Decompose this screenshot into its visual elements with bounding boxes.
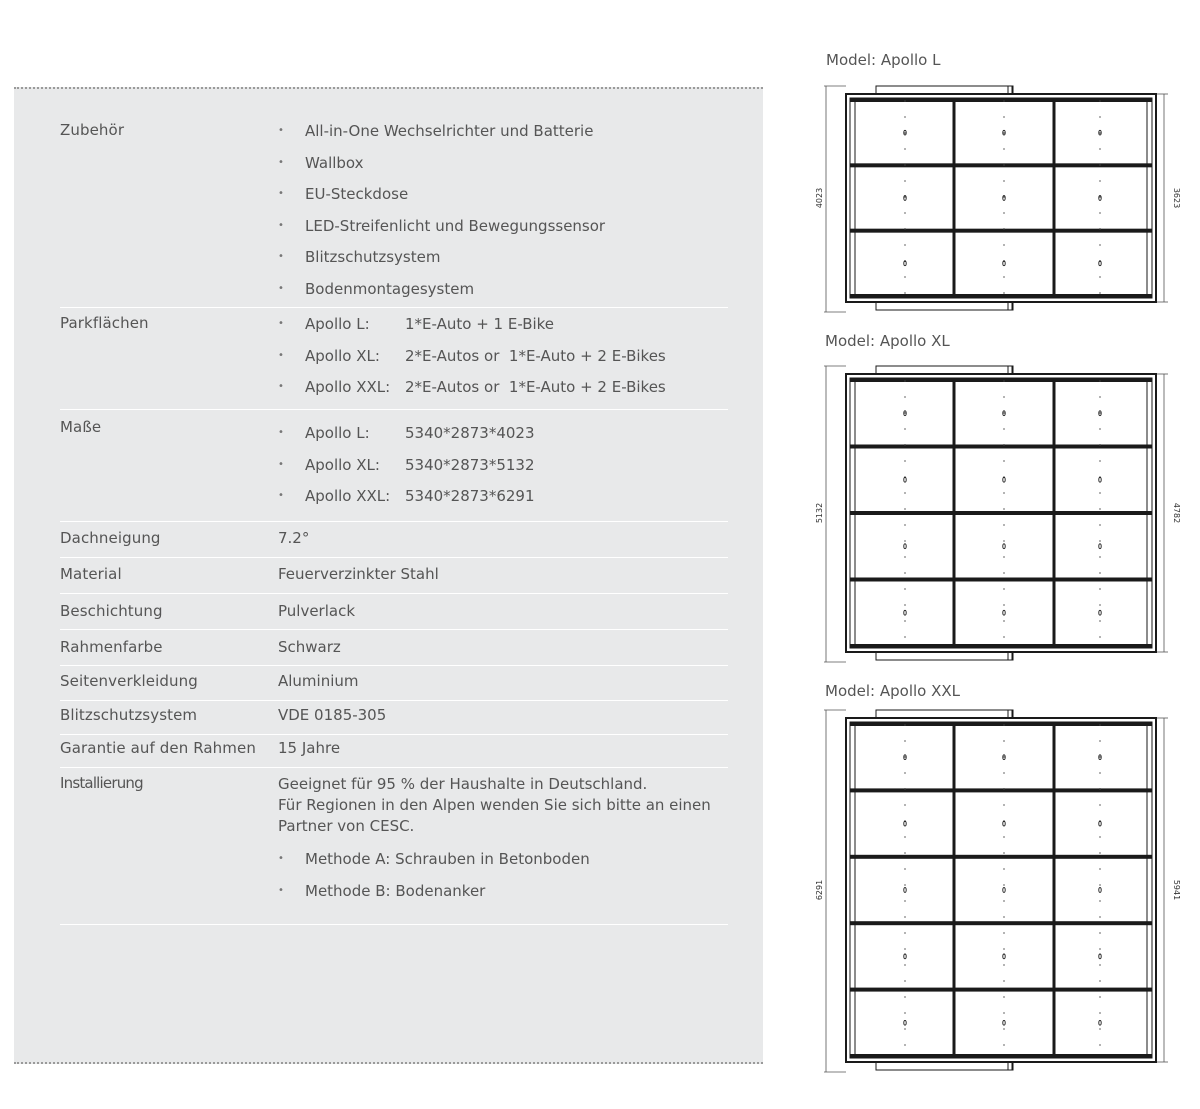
dimension-label: 4023	[815, 187, 824, 209]
beam	[850, 722, 1152, 726]
column	[1053, 380, 1056, 646]
beam	[850, 98, 1152, 102]
model-value: 5340*2873*5132	[405, 455, 535, 474]
spec-value: Pulverlack	[278, 602, 356, 620]
dimension-label: 3623	[1172, 187, 1181, 209]
spec-value: 7.2°	[278, 529, 310, 547]
spec-value: VDE 0185-305	[278, 706, 387, 724]
column	[1053, 724, 1056, 1056]
spec-row-parking	[60, 308, 728, 410]
list-item	[278, 314, 666, 346]
beam	[850, 788, 1152, 792]
list-item	[278, 423, 535, 455]
spec-panel	[14, 87, 763, 1064]
floor-plan-apollo-xl	[812, 360, 1184, 666]
frame	[846, 718, 1156, 1062]
parking-list	[278, 314, 666, 409]
spec-row-installation	[60, 768, 728, 925]
list-item: • Wallbox	[278, 153, 605, 185]
frame	[846, 94, 1156, 302]
model-title-apollo-xxl: Model: Apollo XXL	[825, 682, 961, 700]
beam	[850, 1054, 1152, 1058]
spec-row-accessories	[60, 109, 728, 308]
list-item	[278, 346, 666, 378]
spec-label: Zubehör	[60, 121, 125, 139]
installation-text-line: Für Regionen in den Alpen wenden Sie sich bitte an einen Partner von CESC.	[278, 796, 711, 835]
list-item: • Bodenmontagesystem	[278, 279, 605, 311]
column	[953, 380, 956, 646]
beam	[850, 921, 1152, 925]
beam	[850, 294, 1152, 298]
dimension-label: 6291	[815, 879, 824, 901]
gutter	[876, 710, 1012, 718]
spec-value: Aluminium	[278, 672, 359, 690]
spec-row-dimensions	[60, 410, 728, 522]
list-item	[278, 455, 535, 487]
list-item: • Methode A: Schrauben in Betonboden	[278, 849, 590, 881]
spec-value: Schwarz	[278, 638, 341, 656]
spec-label: Beschichtung	[60, 602, 163, 620]
spec-row-side-cladding	[60, 666, 728, 701]
model-value: 1*E-Auto + 1 E-Bike	[405, 315, 555, 333]
beam	[850, 229, 1152, 233]
spec-label: Parkflächen	[60, 314, 149, 332]
spec-label: Installierung	[60, 774, 143, 792]
spec-row-frame-color	[60, 630, 728, 666]
list-item: • Methode B: Bodenanker	[278, 881, 590, 913]
beam	[850, 855, 1152, 859]
spec-label: Blitzschutzsystem	[60, 706, 198, 724]
column	[953, 724, 956, 1056]
dimension-label: 5132	[815, 502, 824, 524]
spec-label: Material	[60, 565, 122, 583]
spec-row-coating	[60, 594, 728, 630]
spec-value: Feuerverzinkter Stahl	[278, 565, 439, 583]
floor-plan-apollo-xxl	[812, 704, 1184, 1076]
installation-text-line: Geeignet für 95 % der Haushalte in Deutschland.	[278, 775, 648, 793]
model-title-apollo-xl: Model: Apollo XL	[825, 332, 950, 350]
installation-list	[278, 849, 590, 912]
spec-label: Seitenverkleidung	[60, 672, 198, 690]
list-item: • Blitzschutzsystem	[278, 247, 605, 279]
model-value: 2*E-Autos or 1*E-Auto + 2 E-Bikes	[405, 378, 666, 397]
model-name: Apollo XXL:	[305, 487, 391, 506]
column	[1053, 100, 1056, 296]
model-value: 5340*2873*4023	[405, 424, 535, 442]
spec-row-material	[60, 558, 728, 594]
spec-label: Dachneigung	[60, 529, 161, 547]
accessories-list	[278, 121, 605, 311]
model-name: Apollo L:	[305, 315, 370, 333]
model-name: Apollo XXL:	[305, 378, 391, 397]
dimension-label: 4782	[1172, 502, 1181, 524]
spec-label: Garantie auf den Rahmen	[60, 739, 256, 757]
model-title-apollo-l: Model: Apollo L	[826, 51, 941, 69]
list-item	[278, 486, 535, 518]
dimensions-list	[278, 423, 535, 518]
installation-text	[278, 774, 718, 837]
spec-label: Rahmenfarbe	[60, 638, 163, 656]
dimension-label: 5941	[1172, 879, 1181, 901]
spec-row-roof-pitch	[60, 522, 728, 558]
spec-label: Maße	[60, 418, 102, 436]
list-item: • EU-Steckdose	[278, 184, 605, 216]
list-item: • LED-Streifenlicht und Bewegungssensor	[278, 216, 605, 248]
model-name: Apollo XL:	[305, 346, 380, 365]
gutter	[876, 652, 1012, 660]
beam	[850, 578, 1152, 582]
model-name: Apollo L:	[305, 424, 370, 442]
spec-row-warranty	[60, 735, 728, 768]
model-value: 5340*2873*6291	[405, 487, 535, 506]
spec-row-lightning	[60, 701, 728, 735]
gutter	[876, 1062, 1012, 1070]
beam	[850, 988, 1152, 992]
column	[953, 100, 956, 296]
model-value: 2*E-Autos or 1*E-Auto + 2 E-Bikes	[405, 346, 666, 365]
beam	[850, 445, 1152, 449]
floor-plan-apollo-l	[812, 80, 1184, 316]
gutter	[876, 86, 1012, 94]
beam	[850, 378, 1152, 382]
gutter	[876, 302, 1012, 310]
beam	[850, 163, 1152, 167]
gutter	[876, 366, 1012, 374]
list-item	[278, 377, 666, 409]
list-item: • All-in-One Wechselrichter und Batterie	[278, 121, 605, 153]
beam	[850, 644, 1152, 648]
beam	[850, 511, 1152, 515]
model-name: Apollo XL:	[305, 455, 380, 474]
spec-value: 15 Jahre	[278, 739, 341, 757]
